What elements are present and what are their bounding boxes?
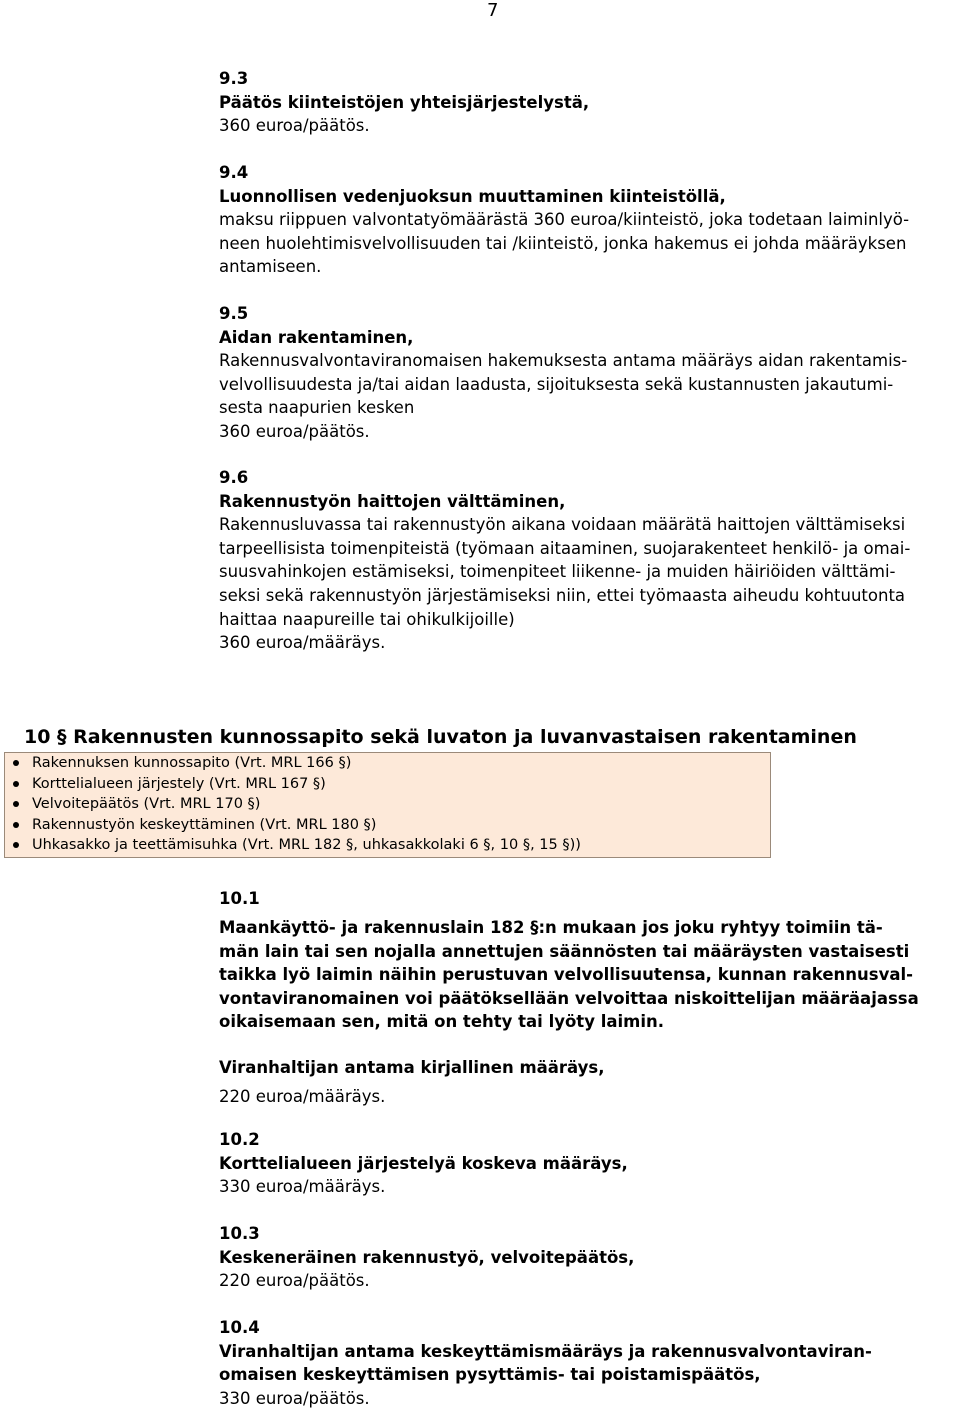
section-10-3	[219, 1222, 634, 1293]
bullet-icon	[13, 760, 19, 766]
list-item	[5, 815, 770, 836]
section-title: Viranhaltijan antama keskeyttämismääräys ja rakennusvalvontaviran-	[219, 1341, 872, 1361]
section-title: Viranhaltijan antama kirjallinen määräys,	[219, 1058, 605, 1077]
section-number: 10.1	[219, 889, 260, 908]
section-number: 10.4	[219, 1318, 260, 1337]
bullet-icon	[13, 842, 19, 848]
list-item	[5, 774, 770, 795]
section-title: Luonnollisen vedenjuoksun muuttaminen kiinteistöllä,	[219, 186, 726, 206]
fee-line: 360 euroa/päätös.	[219, 421, 370, 441]
section-9-5	[219, 302, 907, 444]
body-line: sesta naapurien kesken	[219, 398, 415, 418]
section-number: 10.2	[219, 1130, 260, 1149]
body-line: Rakennusvalvontaviranomaisen hakemuksesta antama määräys aidan rakentamis-	[219, 351, 908, 371]
list-item-text: Rakennustyön keskeyttäminen (Vrt. MRL 180 §)	[32, 816, 377, 833]
body-line: seksi sekä rakennustyön järjestämiseksi niin, ettei työmaasta aiheudu kohtuutonta	[219, 585, 906, 605]
list-item	[5, 794, 770, 815]
section-number: 9.4	[219, 163, 249, 182]
body-line: maksu riippuen valvontatyömäärästä 360 euroa/kiinteistö, joka todetaan laiminlyö-	[219, 210, 910, 230]
section-title: omaisen keskeyttämisen pysyttämis- tai poistamispäätös,	[219, 1365, 761, 1385]
section-number: 9.5	[219, 304, 249, 323]
fee-line: 220 euroa/päätös.	[219, 1271, 370, 1291]
section-title: Rakennustyön haittojen välttäminen,	[219, 491, 566, 511]
fee-line: 360 euroa/päätös.	[219, 116, 370, 136]
section-10-heading: 10 § Rakennusten kunnossapito sekä luvaton ja luvanvastaisen rakentaminen	[24, 726, 857, 748]
list-item	[5, 835, 770, 856]
body-line: neen huolehtimisvelvollisuuden tai /kiinteistö, jonka hakemus ei johda määräyksen	[219, 233, 907, 253]
section-title: Keskeneräinen rakennustyö, velvoitepäätös,	[219, 1247, 635, 1267]
page-number: 7	[487, 0, 499, 21]
body-line: vontaviranomainen voi päätöksellään velvoittaa niskoittelijan määräajassa	[219, 988, 919, 1008]
section-title: Päätös kiinteistöjen yhteisjärjestelystä,	[219, 92, 590, 112]
reference-list	[5, 753, 770, 856]
bullet-icon	[13, 801, 19, 807]
fee-line: 330 euroa/määräys.	[219, 1177, 386, 1197]
body-line: Maankäyttö- ja rakennuslain 182 §:n mukaan jos joku ryhtyy toimiin tä-	[219, 918, 883, 937]
section-9-6	[219, 466, 910, 655]
section-number: 10.3	[219, 1224, 260, 1243]
body-line: taikka lyö laimin näihin perustuvan velvollisuutensa, kunnan rakennusval-	[219, 965, 913, 985]
list-item	[5, 753, 770, 774]
legal-reference-box	[4, 752, 771, 858]
list-item-text: Rakennuksen kunnossapito (Vrt. MRL 166 §)	[32, 755, 352, 771]
list-item-text: Korttelialueen järjestely (Vrt. MRL 167 §)	[32, 775, 326, 792]
section-10-1-law-text	[219, 916, 919, 1034]
section-10-1-number	[219, 887, 260, 911]
body-line: velvollisuudesta ja/tai aidan laadusta, sijoituksesta sekä kustannusten jakautumi-	[219, 374, 894, 394]
fee-line: 220 euroa/määräys.	[219, 1086, 386, 1106]
section-number: 9.6	[219, 468, 249, 487]
body-line: suusvahinkojen estämiseksi, toimenpiteet liikenne- ja muiden häiriöiden välttämi-	[219, 562, 896, 582]
body-line: haittaa naapureille tai ohikulkijoille)	[219, 609, 515, 629]
section-10-2	[219, 1128, 628, 1199]
fee-line: 330 euroa/päätös.	[219, 1388, 370, 1408]
section-9-4	[219, 161, 909, 279]
body-line: oikaisemaan sen, mitä on tehty tai lyöty laimin.	[219, 1012, 665, 1032]
list-item-text: Uhkasakko ja teettämisuhka (Vrt. MRL 182 §, uhkasakkolaki 6 §, 10 §, 15 §))	[32, 837, 581, 854]
section-title: Korttelialueen järjestelyä koskeva määräys,	[219, 1153, 628, 1173]
body-line: män lain tai sen nojalla annettujen säännösten tai määräysten vastaisesti	[219, 941, 910, 961]
bullet-icon	[13, 781, 19, 787]
section-10-1-fee	[219, 1056, 605, 1108]
bullet-icon	[13, 822, 19, 828]
fee-line: 360 euroa/määräys.	[219, 633, 386, 653]
body-line: tarpeellisista toimenpiteistä (työmaan aitaaminen, suojarakenteet henkilö- ja omai-	[219, 538, 911, 558]
section-9-3	[219, 67, 589, 138]
body-line: antamiseen.	[219, 257, 322, 277]
body-line: Rakennusluvassa tai rakennustyön aikana voidaan määrätä haittojen välttämiseksi	[219, 515, 906, 535]
section-title: Aidan rakentaminen,	[219, 327, 414, 347]
section-number: 9.3	[219, 69, 249, 88]
list-item-text: Velvoitepäätös (Vrt. MRL 170 §)	[32, 796, 261, 813]
section-10-4	[219, 1316, 872, 1410]
